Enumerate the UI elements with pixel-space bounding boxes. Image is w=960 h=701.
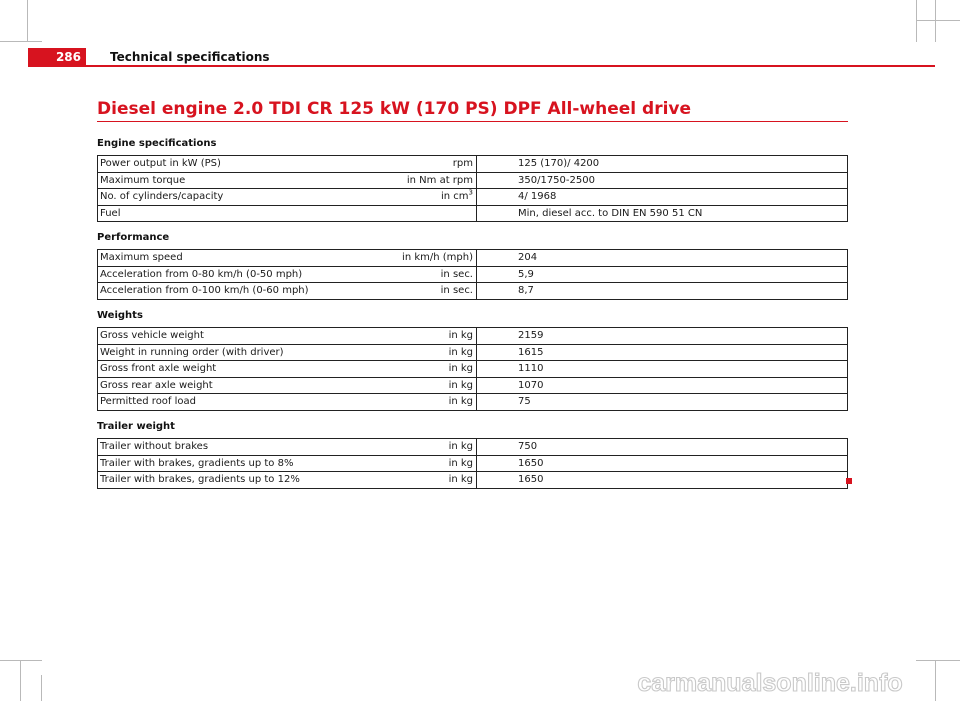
watermark-text: carmanualsonline.info	[637, 669, 903, 697]
performance-table	[97, 249, 848, 300]
table-row	[98, 283, 848, 300]
row-value: 350/1750-2500	[477, 172, 848, 189]
table-row	[98, 394, 848, 411]
row-unit: in kg	[380, 439, 477, 456]
row-value: 204	[477, 250, 848, 267]
crop-mark	[20, 660, 21, 701]
row-label: No. of cylinders/capacity	[98, 189, 380, 206]
row-value: 1650	[477, 472, 848, 489]
row-unit: in sec.	[380, 283, 477, 300]
row-unit: rpm	[380, 156, 477, 173]
page-number-box	[28, 48, 86, 67]
page-number: 286	[55, 50, 81, 64]
table-row	[98, 172, 848, 189]
row-label: Gross rear axle weight	[98, 377, 380, 394]
watermark	[600, 664, 940, 700]
weights-table	[97, 327, 848, 411]
row-unit: in Nm at rpm	[380, 172, 477, 189]
row-unit: in km/h (mph)	[380, 250, 477, 267]
row-unit: in kg	[380, 344, 477, 361]
row-label: Trailer with brakes, gradients up to 12%	[98, 472, 380, 489]
header-title: Technical specifications	[110, 50, 270, 64]
row-unit: in kg	[380, 472, 477, 489]
row-label: Trailer with brakes, gradients up to 8%	[98, 455, 380, 472]
row-value: 75	[477, 394, 848, 411]
section-heading-engine: Engine specifications	[97, 138, 217, 149]
unit-text: in cm	[440, 191, 469, 203]
table-row	[98, 439, 848, 456]
row-value: 1070	[477, 377, 848, 394]
row-value: 750	[477, 439, 848, 456]
row-label: Power output in kW (PS)	[98, 156, 380, 173]
section-heading-weights: Weights	[97, 310, 143, 321]
header-rule	[86, 65, 935, 67]
table-row	[98, 250, 848, 267]
page-title: Diesel engine 2.0 TDI CR 125 kW (170 PS) DPF All-wheel drive	[97, 99, 692, 119]
row-value: 5,9	[477, 266, 848, 283]
row-unit: in sec.	[380, 266, 477, 283]
unit-superscript: 3	[468, 188, 473, 197]
row-value: Min, diesel acc. to DIN EN 590 51 CN	[477, 205, 848, 222]
page-header	[28, 48, 935, 67]
table-row	[98, 328, 848, 345]
table-row	[98, 361, 848, 378]
table-row	[98, 205, 848, 222]
crop-mark	[0, 660, 42, 661]
title-rule	[97, 121, 848, 122]
table-row	[98, 266, 848, 283]
row-label: Maximum speed	[98, 250, 380, 267]
engine-spec-table	[97, 155, 848, 222]
row-unit: in kg	[380, 377, 477, 394]
table-row	[98, 344, 848, 361]
crop-mark	[27, 0, 28, 42]
crop-mark	[0, 41, 42, 42]
row-unit: in kg	[380, 455, 477, 472]
table-row	[98, 377, 848, 394]
crop-mark	[916, 20, 960, 21]
row-label: Trailer without brakes	[98, 439, 380, 456]
row-value: 1110	[477, 361, 848, 378]
crop-mark	[916, 660, 960, 661]
section-end-marker	[846, 478, 852, 484]
row-label: Maximum torque	[98, 172, 380, 189]
row-unit: in kg	[380, 394, 477, 411]
section-heading-performance: Performance	[97, 232, 170, 243]
row-label: Gross vehicle weight	[98, 328, 380, 345]
row-unit	[380, 205, 477, 222]
row-label: Gross front axle weight	[98, 361, 380, 378]
trailer-weight-table	[97, 438, 848, 489]
crop-mark	[41, 675, 42, 701]
table-row	[98, 455, 848, 472]
section-heading-trailer: Trailer weight	[97, 421, 175, 432]
row-label: Permitted roof load	[98, 394, 380, 411]
table-row	[98, 156, 848, 173]
row-unit	[380, 189, 477, 206]
row-value: 125 (170)/ 4200	[477, 156, 848, 173]
row-unit: in kg	[380, 328, 477, 345]
row-unit: in kg	[380, 361, 477, 378]
table-row	[98, 472, 848, 489]
crop-mark	[935, 0, 936, 42]
table-row	[98, 189, 848, 206]
row-label: Acceleration from 0-100 km/h (0-60 mph)	[98, 283, 380, 300]
row-value: 2159	[477, 328, 848, 345]
crop-mark	[916, 0, 917, 42]
row-value: 8,7	[477, 283, 848, 300]
row-value: 1650	[477, 455, 848, 472]
row-value: 4/ 1968	[477, 189, 848, 206]
row-label: Weight in running order (with driver)	[98, 344, 380, 361]
row-value: 1615	[477, 344, 848, 361]
row-label: Acceleration from 0-80 km/h (0-50 mph)	[98, 266, 380, 283]
row-label: Fuel	[98, 205, 380, 222]
